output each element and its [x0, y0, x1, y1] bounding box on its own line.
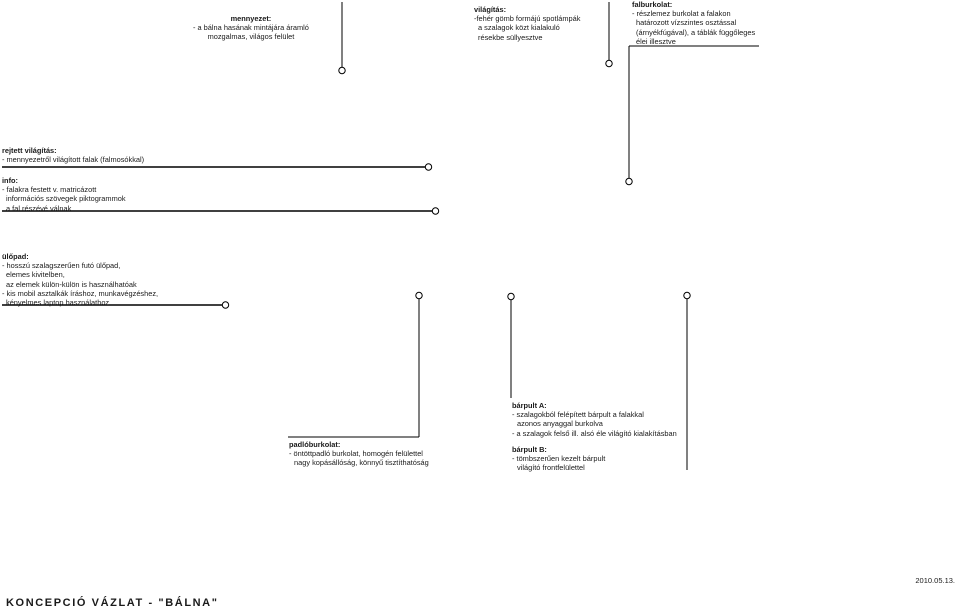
annotation-falburkolat-title: falburkolat:	[632, 0, 673, 9]
annotation-vilagitas-title: világítás:	[474, 5, 507, 14]
annotation-ulopad-line: az elemek külön-külön is használhatóak	[6, 279, 137, 289]
annotation-ulopad-line: - hosszú szalagszerűen futó ülőpad,	[2, 261, 121, 271]
document-date: 2010.05.13.	[915, 576, 955, 585]
annotation-falburkolat-line: - részlemez burkolat a falakon	[632, 9, 731, 19]
annotation-info-title: info:	[2, 176, 19, 185]
annotation-falburkolat-line: élei illesztve	[636, 36, 676, 46]
leader-barpult-b-end	[684, 292, 690, 298]
annotation-rejtett-title: rejtett világítás:	[2, 146, 57, 155]
annotation-barpult-b-line: világító frontfelülettel	[517, 463, 585, 473]
leader-mennyezet-end	[339, 67, 345, 73]
annotation-barpult-a-title: bárpult A:	[512, 401, 547, 410]
annotation-barpult-a-line: - szalagokból felépített bárpult a falakkal	[512, 410, 644, 420]
leader-vilagitas-end	[606, 60, 612, 66]
annotation-barpult-b	[512, 445, 605, 473]
annotation-mennyezet-title: mennyezet:	[230, 14, 272, 23]
annotation-ulopad-line: elemes kivitelben,	[6, 270, 65, 280]
document-title: KONCEPCIÓ VÁZLAT - "BÁLNA"	[6, 597, 219, 609]
annotation-ulopad-title: ülőpad:	[2, 252, 29, 261]
annotation-ulopad-line: - kis mobil asztalkák íráshoz, munkavégzéshez,	[2, 288, 159, 298]
annotation-falburkolat-line: (árnyékfúgával), a táblák függőleges	[636, 27, 756, 37]
leader-ulopad-end	[222, 302, 228, 308]
annotation-mennyezet	[193, 14, 309, 42]
annotation-padloburkolat	[289, 440, 429, 468]
annotation-ulopad-line: kényelmes laptop használathoz	[6, 298, 110, 308]
annotation-padloburkolat-title: padlóburkolat:	[289, 440, 341, 449]
annotation-info-line: a fal részévé válnak	[6, 203, 72, 213]
annotation-rejtett-line: - mennyezetről világított falak (falmosókkal)	[2, 155, 145, 165]
annotation-mennyezet-line: - a bálna hasának mintájára áramló	[193, 23, 309, 33]
annotation-vilagitas-line: résekbe süllyesztve	[478, 32, 543, 42]
annotation-vilagitas-line: a szalagok közt kialakuló	[478, 23, 560, 33]
annotation-rejtett-vilagitas	[2, 146, 144, 164]
annotation-barpult-a-line: azonos anyaggal burkolva	[517, 419, 603, 429]
leader-rejtett-end	[425, 164, 431, 170]
annotation-padloburkolat-line: - öntöttpadló burkolat, homogén felülettel	[289, 449, 423, 459]
leader-info-end	[432, 208, 438, 214]
annotation-barpult-b-line: - tömbszerűen kezelt bárpult	[512, 454, 606, 464]
annotation-barpult-a-line: - a szalagok felső ill. alsó éle világító kialakításban	[512, 428, 677, 438]
annotation-mennyezet-line: mozgalmas, világos felület	[207, 32, 295, 42]
leader-padloburkolat-end	[416, 292, 422, 298]
leader-falburkolat-end	[626, 178, 632, 184]
annotation-padloburkolat-line: nagy kopásállóság, könnyű tisztíthatóság	[294, 458, 429, 468]
annotation-vilagitas-line: -fehér gömb formájú spotlámpák	[474, 14, 581, 24]
annotation-info-line: - falakra festett v. matricázott	[2, 185, 97, 195]
annotation-barpult-a	[512, 401, 677, 438]
annotation-falburkolat-line: határozott vízszintes osztással	[636, 18, 737, 28]
annotation-barpult-b-title: bárpult B:	[512, 445, 547, 454]
annotation-vilagitas	[474, 5, 580, 42]
annotation-info-line: információs szövegek piktogrammok	[6, 194, 126, 204]
leader-barpult-a-end	[508, 293, 514, 299]
annotation-falburkolat	[632, 0, 755, 46]
annotation-ulopad	[2, 252, 158, 307]
annotation-info	[2, 176, 126, 213]
